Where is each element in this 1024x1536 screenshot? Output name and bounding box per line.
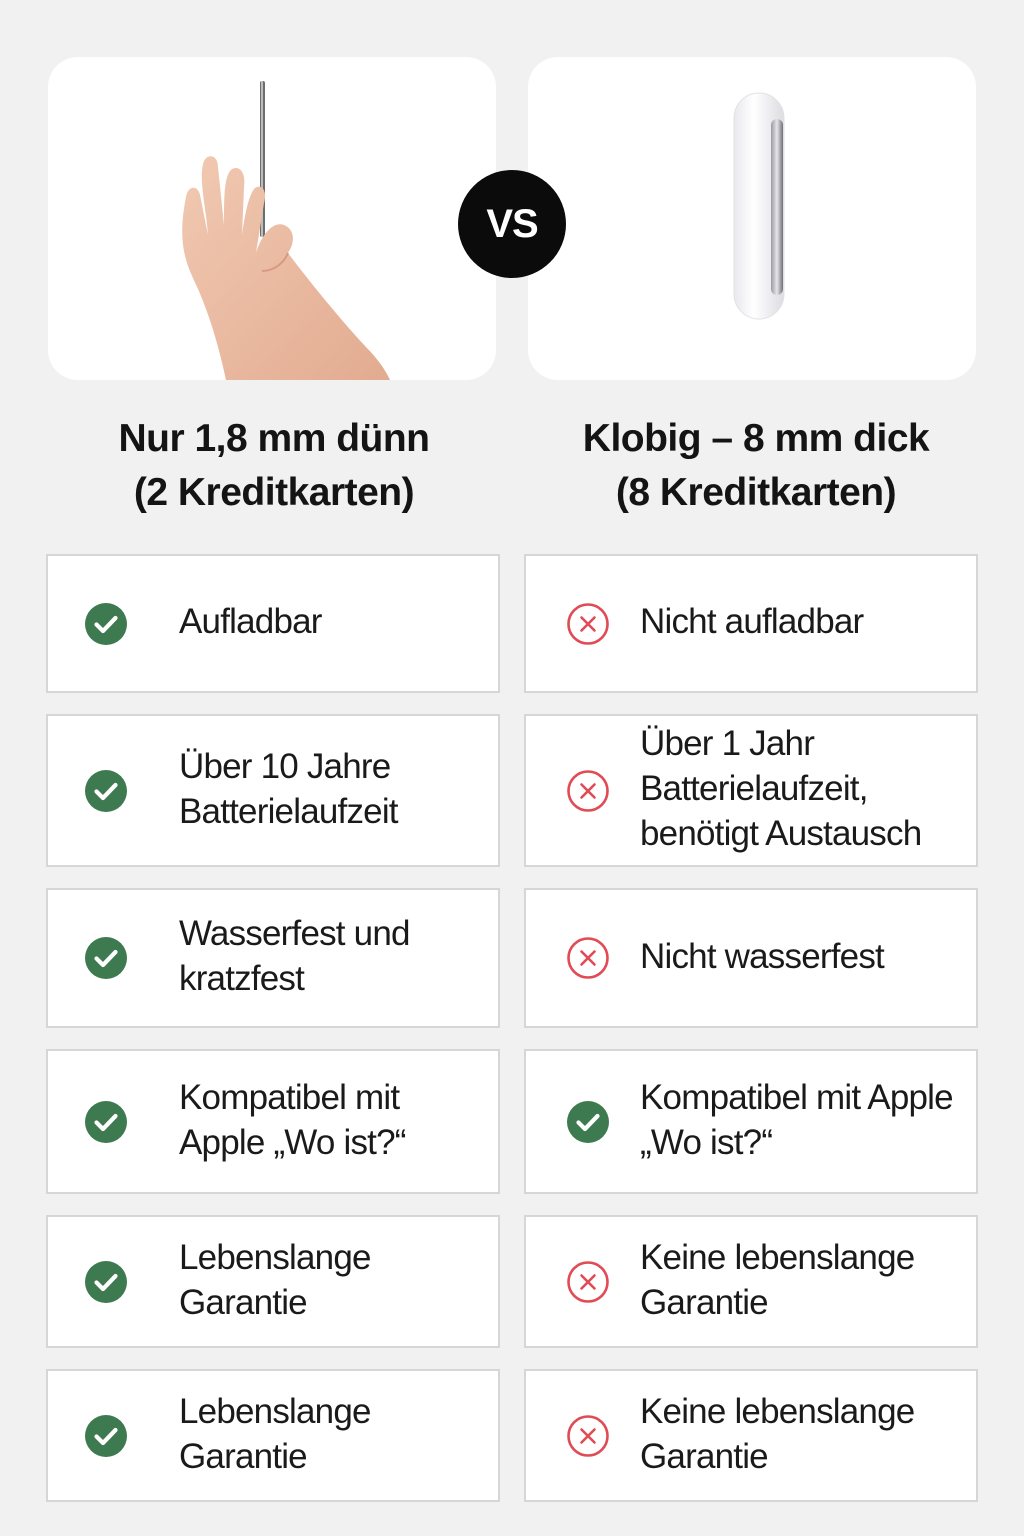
thin-card-photo <box>48 57 496 380</box>
cross-icon <box>566 936 610 980</box>
left-feature-label-2: Über 10 Jahre Batterielaufzeit <box>179 747 398 831</box>
right-feature-row-1 <box>524 554 978 693</box>
right-feature-label-6: Keine lebenslange Garantie <box>640 1392 915 1476</box>
right-feature-label-5: Keine lebenslange Garantie <box>640 1238 915 1322</box>
right-feature-row-3 <box>524 888 978 1028</box>
left-feature-row-5 <box>46 1215 500 1348</box>
check-icon <box>84 602 128 646</box>
left-feature-row-2 <box>46 714 500 867</box>
cross-icon <box>566 602 610 646</box>
left-feature-label-3: Wasserfest und kratzfest <box>179 914 410 998</box>
left-heading-line1: Nur 1,8 mm dünn <box>118 417 430 460</box>
right-heading-line2: (8 Kreditkarten) <box>615 471 897 514</box>
left-feature-label-4: Kompatibel mit Apple „Wo ist?“ <box>179 1078 406 1162</box>
right-feature-label-4: Kompatibel mit Apple „Wo ist?“ <box>640 1078 953 1162</box>
left-heading-line2: (2 Kreditkarten) <box>133 471 415 514</box>
right-heading <box>526 412 986 520</box>
check-icon <box>84 1100 128 1144</box>
hand-holding-card-icon <box>48 57 496 380</box>
tracker-side-icon <box>528 57 976 380</box>
left-feature-label-6: Lebenslange Garantie <box>179 1392 371 1476</box>
left-feature-row-4 <box>46 1049 500 1194</box>
check-icon <box>84 936 128 980</box>
check-icon <box>84 769 128 813</box>
right-feature-row-5 <box>524 1215 978 1348</box>
right-feature-label-3: Nicht wasserfest <box>640 937 884 976</box>
right-heading-line1: Klobig – 8 mm dick <box>582 417 930 460</box>
left-feature-row-1 <box>46 554 500 693</box>
left-feature-label-5: Lebenslange Garantie <box>179 1238 371 1322</box>
cross-icon <box>566 769 610 813</box>
right-feature-row-4 <box>524 1049 978 1194</box>
right-feature-row-6 <box>524 1369 978 1502</box>
left-feature-label-1: Aufladbar <box>179 602 322 641</box>
right-feature-label-1: Nicht aufladbar <box>640 602 864 641</box>
left-heading <box>44 412 504 520</box>
left-feature-row-6 <box>46 1369 500 1502</box>
check-icon <box>84 1260 128 1304</box>
right-feature-label-2: Über 1 Jahr Batterielaufzeit, benötigt Austausch <box>640 724 922 853</box>
left-feature-row-3 <box>46 888 500 1028</box>
vs-badge: VS <box>458 170 566 278</box>
check-icon <box>566 1100 610 1144</box>
check-icon <box>84 1414 128 1458</box>
thick-tracker-photo <box>528 57 976 380</box>
cross-icon <box>566 1414 610 1458</box>
right-feature-row-2 <box>524 714 978 867</box>
cross-icon <box>566 1260 610 1304</box>
